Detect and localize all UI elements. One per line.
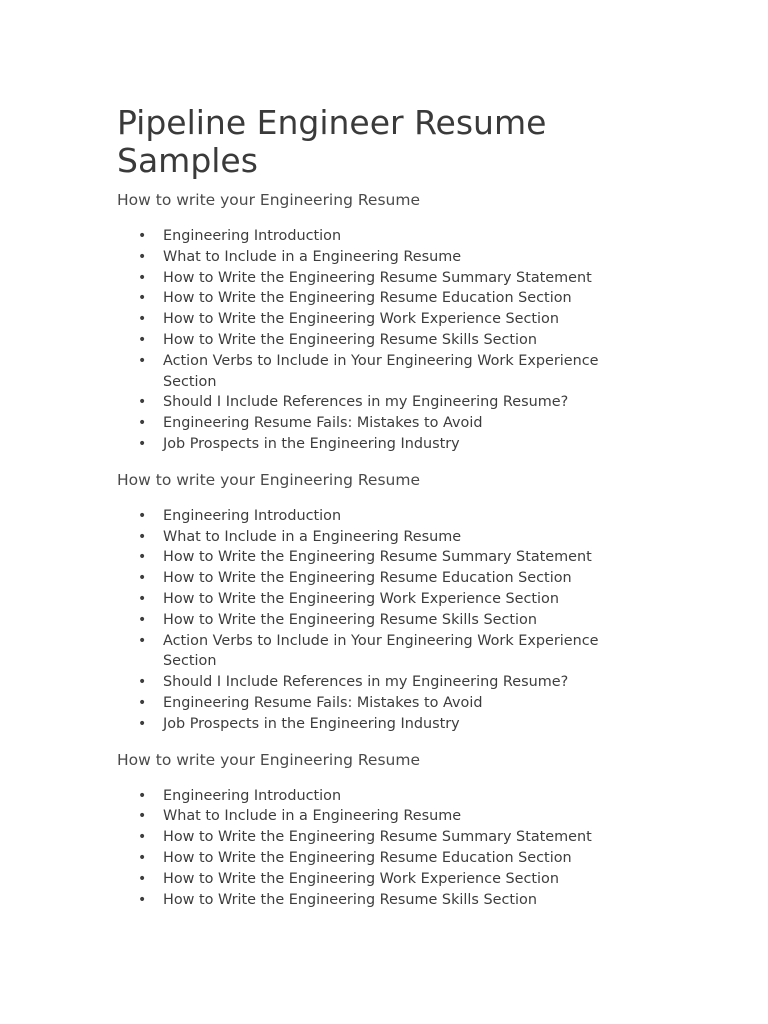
list-item-text: How to Write the Engineering Resume Skills Section [163, 611, 537, 628]
list-item-text: How to Write the Engineering Resume Education Section [163, 849, 572, 866]
list-item-text: How to Write the Engineering Resume Summary Statement [163, 549, 592, 566]
list-item-text: How to Write the Engineering Resume Education Section [163, 570, 572, 587]
bullet-icon: • [138, 849, 147, 866]
list-item [117, 413, 643, 434]
list-item-text: Job Prospects in the Engineering Industry [163, 715, 460, 732]
list-item [117, 786, 643, 807]
list-item [117, 268, 643, 289]
list-item [117, 714, 643, 735]
list-item [117, 869, 643, 890]
list-item [117, 589, 643, 610]
bullet-icon: • [138, 715, 147, 732]
list-item-text: Engineering Resume Fails: Mistakes to Avoid [163, 415, 483, 432]
list-item-text: How to Write the Engineering Resume Education Section [163, 290, 572, 307]
list-item [117, 288, 643, 309]
bullet-icon: • [138, 435, 147, 452]
section-heading: How to write your Engineering Resume [117, 750, 420, 769]
list-item-text: How to Write the Engineering Work Experience Section [163, 590, 559, 607]
list-item [117, 226, 643, 247]
list-item [117, 527, 643, 548]
list-item-text: Action Verbs to Include in Your Engineering Work Experience Section [163, 632, 599, 670]
list-item-text: Should I Include References in my Engineering Resume? [163, 394, 569, 411]
section-heading: How to write your Engineering Resume [117, 470, 420, 489]
toc-list [117, 506, 768, 735]
bullet-icon: • [138, 590, 147, 607]
bullet-icon: • [138, 870, 147, 887]
bullet-icon: • [138, 674, 147, 691]
list-item-text: What to Include in a Engineering Resume [163, 528, 462, 545]
bullet-icon: • [138, 891, 147, 908]
list-item-text: Action Verbs to Include in Your Engineering Work Experience Section [163, 352, 599, 390]
list-item-text: How to Write the Engineering Work Experience Section [163, 311, 559, 328]
bullet-icon: • [138, 632, 147, 649]
list-item [117, 434, 643, 455]
bullet-icon: • [138, 269, 147, 286]
bullet-icon: • [138, 787, 147, 804]
list-item [117, 351, 643, 393]
list-item [117, 547, 643, 568]
bullet-icon: • [138, 694, 147, 711]
bullet-icon: • [138, 311, 147, 328]
list-item-text: How to Write the Engineering Resume Skills Section [163, 891, 537, 908]
list-item-text: How to Write the Engineering Work Experience Section [163, 870, 559, 887]
list-item [117, 806, 643, 827]
list-item-text: What to Include in a Engineering Resume [163, 808, 462, 825]
list-item [117, 693, 643, 714]
bullet-icon: • [138, 290, 147, 307]
list-item-text: Should I Include References in my Engineering Resume? [163, 674, 569, 691]
list-item [117, 330, 643, 351]
bullet-icon: • [138, 228, 147, 244]
list-item-text: How to Write the Engineering Resume Summary Statement [163, 829, 592, 846]
bullet-icon: • [138, 829, 147, 846]
toc-section [117, 189, 768, 455]
list-item [117, 568, 643, 589]
section-heading: How to write your Engineering Resume [117, 191, 420, 209]
page-title: Pipeline Engineer Resume Samples [117, 103, 547, 180]
toc-list [117, 786, 768, 911]
list-item [117, 247, 643, 268]
sections-container [117, 189, 768, 910]
list-item [117, 309, 643, 330]
toc-section [117, 469, 768, 735]
list-item-text: How to Write the Engineering Resume Skills Section [163, 331, 537, 348]
list-item [117, 631, 643, 673]
bullet-icon: • [138, 611, 147, 628]
list-item-text: Engineering Introduction [163, 228, 342, 244]
list-item [117, 890, 643, 911]
list-item-text: How to Write the Engineering Resume Summary Statement [163, 269, 592, 286]
list-item [117, 672, 643, 693]
bullet-icon: • [138, 570, 147, 587]
list-item [117, 848, 643, 869]
list-item-text: Job Prospects in the Engineering Industry [163, 435, 460, 452]
bullet-icon: • [138, 507, 147, 524]
list-item [117, 506, 643, 527]
list-item [117, 392, 643, 413]
toc-list [117, 226, 768, 455]
bullet-icon: • [138, 415, 147, 432]
list-item-text: Engineering Resume Fails: Mistakes to Avoid [163, 694, 483, 711]
bullet-icon: • [138, 808, 147, 825]
bullet-icon: • [138, 528, 147, 545]
bullet-icon: • [138, 352, 147, 369]
bullet-icon: • [138, 549, 147, 566]
list-item-text: What to Include in a Engineering Resume [163, 248, 462, 265]
list-item [117, 827, 643, 848]
list-item-text: Engineering Introduction [163, 507, 342, 524]
list-item-text: Engineering Introduction [163, 787, 342, 804]
bullet-icon: • [138, 394, 147, 411]
list-item [117, 610, 643, 631]
toc-section [117, 749, 768, 911]
bullet-icon: • [138, 248, 147, 265]
bullet-icon: • [138, 331, 147, 348]
